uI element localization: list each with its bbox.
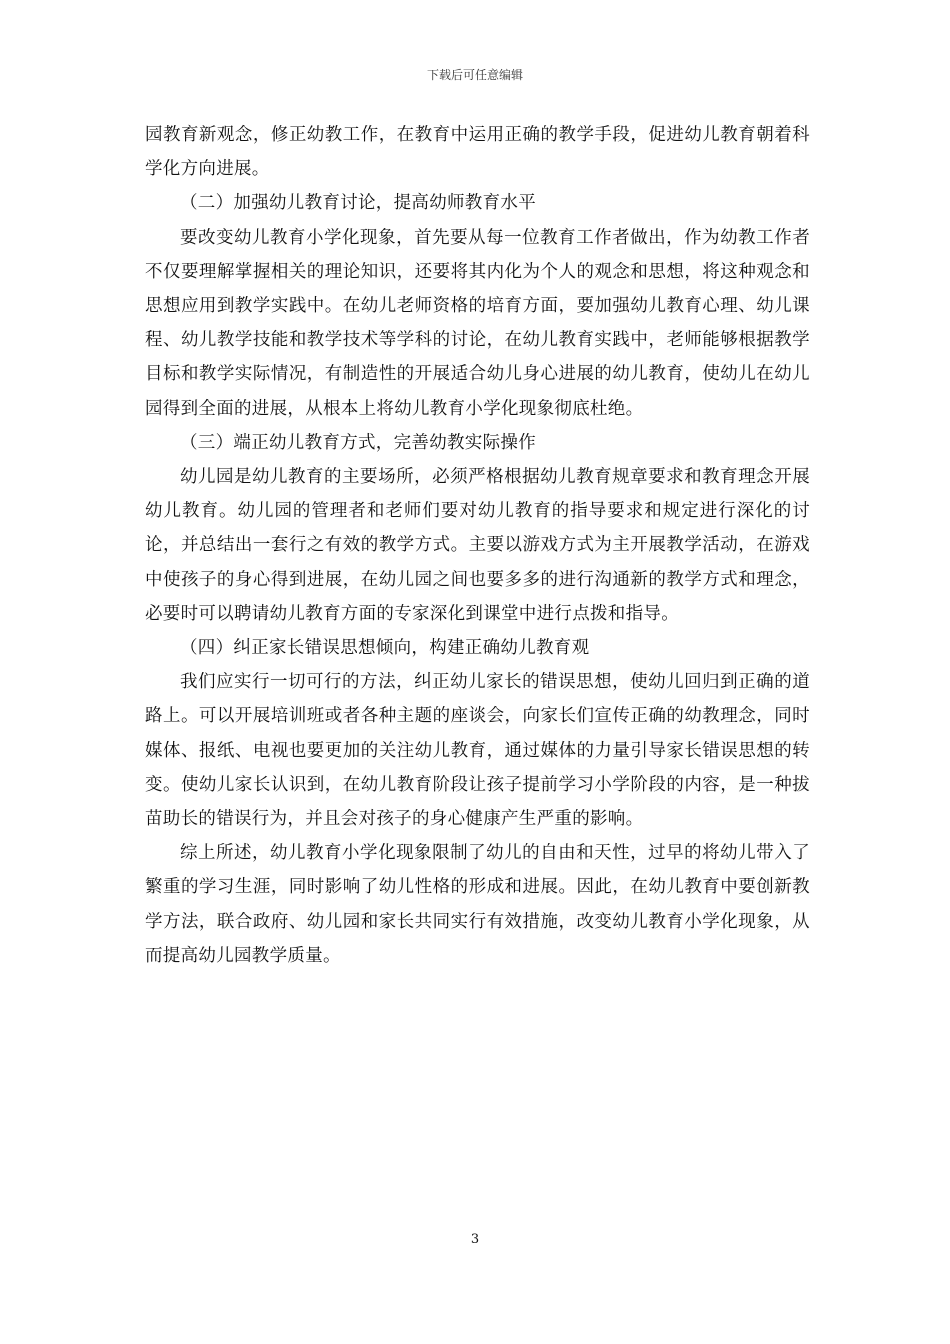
paragraph: 幼儿园是幼儿教育的主要场所，必须严格根据幼儿教育规章要求和教育理念开展幼儿教育。幼儿园的管理者和老师们要对幼儿教育的指导要求和规定进行深化的讨论，并总结出一套行之有效的教学方式。主要以游戏方式为主开展教学活动，在游戏中使孩子的身心得到进展，在幼儿园之间也要多多的进行沟通新的教学方式和理念，必要时可以聘请幼儿教育方面的专家深化到课堂中进行点拨和指导。 xyxy=(145,467,810,624)
section-heading-2: （二）加强幼儿教育讨论，提高幼师教育水平 xyxy=(180,193,536,214)
paragraph-continuation: 园教育新观念，修正幼教工作，在教育中运用正确的教学手段，促进幼儿教育朝着科学化方向进展。 xyxy=(145,125,810,180)
page-number: 3 xyxy=(470,1232,480,1247)
paragraph-conclusion: 综上所述，幼儿教育小学化现象限制了幼儿的自由和天性，过早的将幼儿带入了繁重的学习生涯，同时影响了幼儿性格的形成和进展。因此，在幼儿教育中要创新教学方法，联合政府、幼儿园和家长共同实行有效措施，改变幼儿教育小学化现象，从而提高幼儿园教学质量。 xyxy=(145,843,810,966)
paragraph: 要改变幼儿教育小学化现象，首先要从每一位教育工作者做出，作为幼教工作者不仅要理解掌握相关的理论知识，还要将其内化为个人的观念和思想，将这种观念和思想应用到教学实践中。在幼儿老师资格的培育方面，要加强幼儿教育心理、幼儿课程、幼儿教学技能和教学技术等学科的讨论，在幼儿教育实践中，老师能够根据教学目标和教学实际情况，有制造性的开展适合幼儿身心进展的幼儿教育，使幼儿在幼儿园得到全面的进展，从根本上将幼儿教育小学化现象彻底杜绝。 xyxy=(145,227,810,419)
paragraph: 我们应实行一切可行的方法，纠正幼儿家长的错误思想，使幼儿回归到正确的道路上。可以开展培训班或者各种主题的座谈会，向家长们宣传正确的幼教理念，同时媒体、报纸、电视也要更加的关注幼儿教育，通过媒体的力量引导家长错误思想的转变。使幼儿家长认识到，在幼儿教育阶段让孩子提前学习小学阶段的内容，是一种拔苗助长的错误行为，并且会对孩子的身心健康产生严重的影响。 xyxy=(145,672,810,830)
section-heading-4: （四）纠正家长错误思想倾向，构建正确幼儿教育观 xyxy=(180,638,590,659)
document-body xyxy=(145,118,810,973)
page-header: 下载后可任意编辑 xyxy=(426,68,523,82)
section-heading-3: （三）端正幼儿教育方式，完善幼教实际操作 xyxy=(180,432,536,453)
